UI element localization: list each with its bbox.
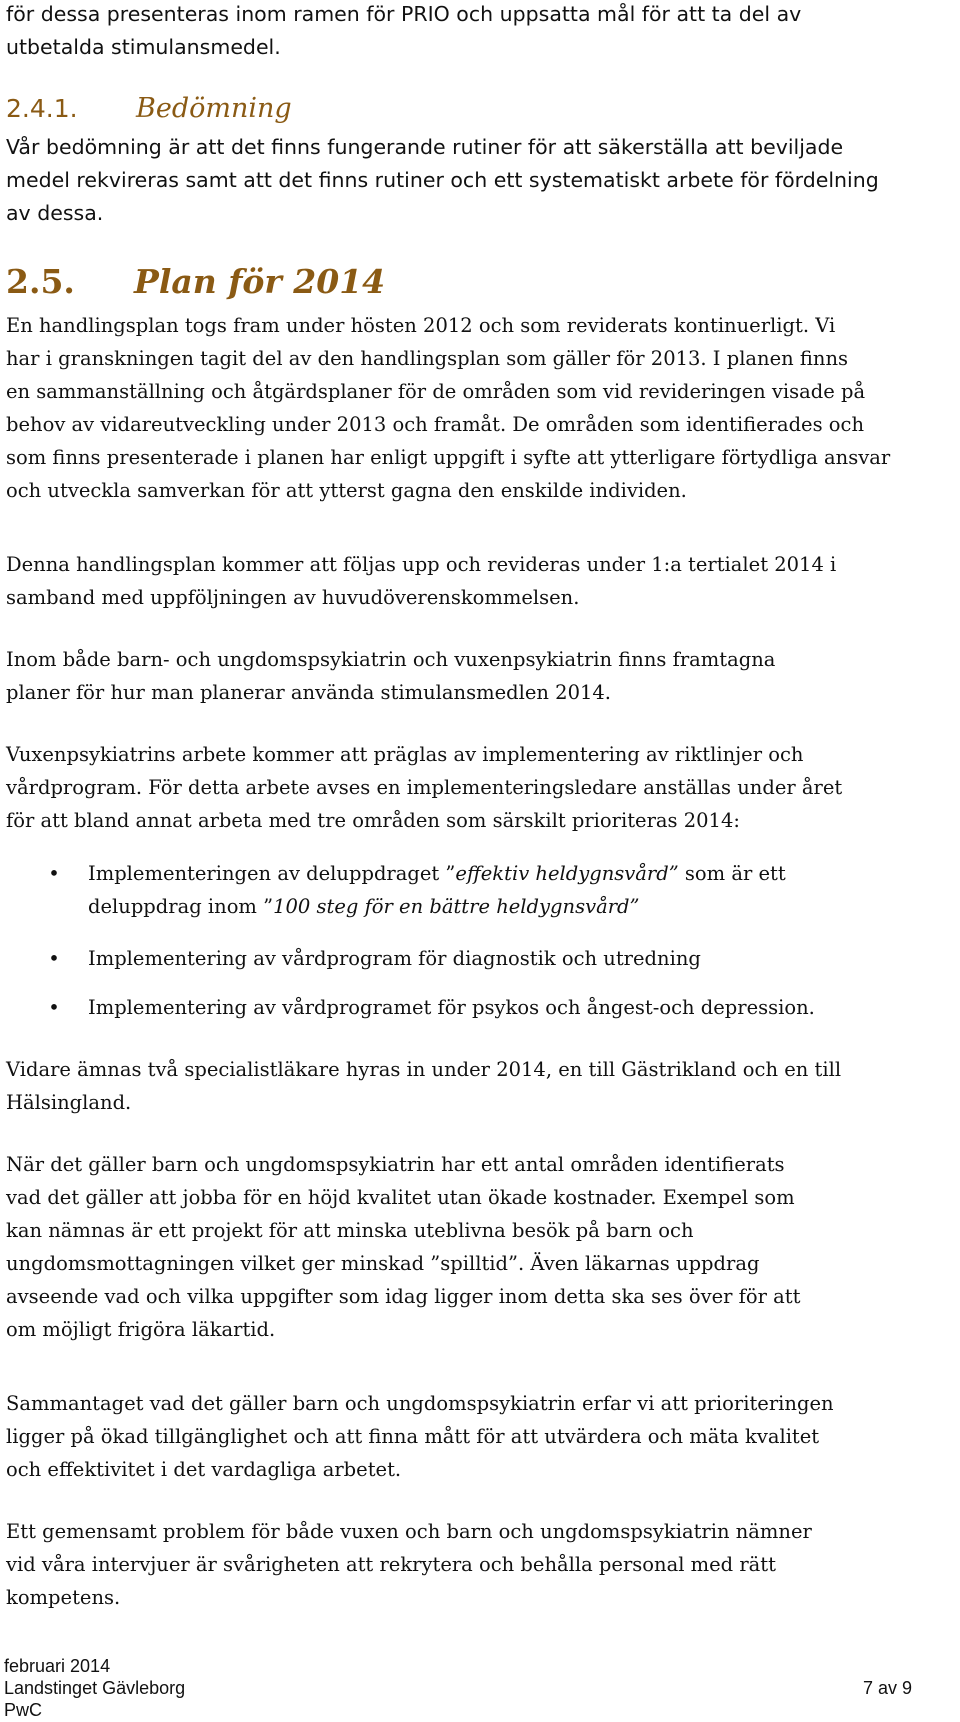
plan-paragraph-4 (6, 738, 952, 837)
section-title: Bedömning (136, 93, 292, 124)
text-line: ligger på ökad tillgänglighet och att finna mått för att utvärdera och mäta kvalitet (6, 1425, 820, 1448)
text-line: för dessa presenteras inom ramen för PRIO och uppsatta mål för att ta del av (6, 2, 802, 26)
text-line: Ett gemensamt problem för både vuxen och barn och ungdomspsykiatrin nämner (6, 1520, 812, 1543)
text-line: vad det gäller att jobba för en höjd kvalitet utan ökade kostnader. Exempel som (6, 1186, 795, 1209)
plan-paragraph-1 (6, 309, 952, 507)
text-line: för att bland annat arbeta med tre områden som särskilt prioriteras 2014: (6, 809, 740, 832)
text-line: kan nämnas är ett projekt för att minska uteblivna besök på barn och (6, 1219, 694, 1242)
page-number: 7 av 9 (862, 1678, 912, 1698)
plan-paragraph-2 (6, 548, 952, 614)
section-heading-2-5 (6, 262, 952, 302)
plan-paragraph-6 (6, 1148, 952, 1346)
plan-paragraph-7 (6, 1387, 952, 1486)
text-line: en sammanställning och åtgärdsplaner för de områden som vid revideringen visade på (6, 380, 866, 403)
text-line: utbetalda stimulansmedel. (6, 35, 281, 59)
text-line: Implementering av vårdprogram för diagnostik och utredning (88, 947, 701, 970)
text-line: Vuxenpsykiatrins arbete kommer att präglas av implementering av riktlinjer och (6, 743, 804, 766)
text-line: och effektivitet i det vardagliga arbetet. (6, 1458, 402, 1481)
bullet-icon: • (48, 996, 60, 1019)
text-line: behov av vidareutveckling under 2013 och framåt. De områden som identifierades och (6, 413, 865, 436)
text-line: av dessa. (6, 201, 104, 225)
text-line: Implementeringen av deluppdraget ”effektiv heldygnsvård” som är ett (88, 862, 786, 885)
assessment-paragraph (6, 131, 952, 230)
emphasis-text: effektiv heldygnsvård” (455, 862, 679, 885)
list-item (0, 991, 952, 1024)
text-line: Denna handlingsplan kommer att följas upp och revideras under 1:a tertialet 2014 i (6, 553, 837, 576)
plan-paragraph-8 (6, 1515, 952, 1614)
footer-auditor: PwC (4, 1700, 43, 1720)
priority-list-cont (0, 942, 952, 975)
intro-paragraph (6, 0, 952, 64)
plan-paragraph-3 (6, 643, 952, 709)
text-line: planer för hur man planerar använda stimulansmedlen 2014. (6, 681, 611, 704)
emphasis-text: 100 steg för en bättre heldygnsvård” (273, 895, 640, 918)
list-item (0, 857, 952, 923)
text-line: samband med uppföljningen av huvudöverenskommelsen. (6, 586, 580, 609)
text-line: om möjligt frigöra läkartid. (6, 1318, 276, 1341)
footer-date: februari 2014 (4, 1656, 111, 1676)
text-line: kompetens. (6, 1586, 121, 1609)
text-line: vid våra intervjuer är svårigheten att rekrytera och behålla personal med rätt (6, 1553, 776, 1576)
text-line: Hälsingland. (6, 1091, 132, 1114)
footer-organization: Landstinget Gävleborg (4, 1678, 186, 1698)
priority-list-cont (0, 991, 952, 1024)
text-line: Sammantaget vad det gäller barn och ungdomspsykiatrin erfar vi att prioriteringen (6, 1392, 834, 1415)
page-footer (4, 1655, 912, 1721)
bullet-icon: • (48, 947, 60, 970)
text-line: vårdprogram. För detta arbete avses en implementeringsledare anställas under året (6, 776, 843, 799)
text-line: deluppdrag inom ”100 steg för en bättre heldygnsvård” (88, 895, 640, 918)
section-heading-2-4-1 (6, 92, 952, 126)
text-line: Implementering av vårdprogramet för psykos och ångest-och depression. (88, 996, 815, 1019)
text-line: Vidare ämnas två specialistläkare hyras in under 2014, en till Gästrikland och en till (6, 1058, 842, 1081)
section-number: 2.4.1. (6, 94, 78, 123)
text-line: som finns presenterade i planen har enligt uppgift i syfte att ytterligare förtydliga ansvar (6, 446, 891, 469)
text-line: När det gäller barn och ungdomspsykiatrin har ett antal områden identifierats (6, 1153, 785, 1176)
text-line: har i granskningen tagit del av den handlingsplan som gäller för 2013. I planen finns (6, 347, 849, 370)
text-line: Inom både barn- och ungdomspsykiatrin och vuxenpsykiatrin finns framtagna (6, 648, 776, 671)
plan-paragraph-5 (6, 1053, 952, 1119)
section-title: Plan för 2014 (134, 262, 386, 301)
text-line: En handlingsplan togs fram under hösten 2012 och som reviderats kontinuerligt. Vi (6, 314, 836, 337)
text-line: Vår bedömning är att det finns fungerande rutiner för att säkerställa att beviljade (6, 135, 844, 159)
footer-organization-row (4, 1677, 912, 1699)
text-line: avseende vad och vilka uppgifter som idag ligger inom detta ska ses över för att (6, 1285, 801, 1308)
text-line: ungdomsmottagningen vilket ger minskad ”spilltid”. Även läkarnas uppdrag (6, 1252, 760, 1275)
bullet-icon: • (48, 862, 60, 885)
section-number: 2.5. (6, 262, 75, 301)
priority-list (0, 857, 952, 923)
text-line: och utveckla samverkan för att ytterst gagna den enskilde individen. (6, 479, 687, 502)
text-line: medel rekvireras samt att det finns rutiner och ett systematiskt arbete för fördelning (6, 168, 879, 192)
list-item (0, 942, 952, 975)
